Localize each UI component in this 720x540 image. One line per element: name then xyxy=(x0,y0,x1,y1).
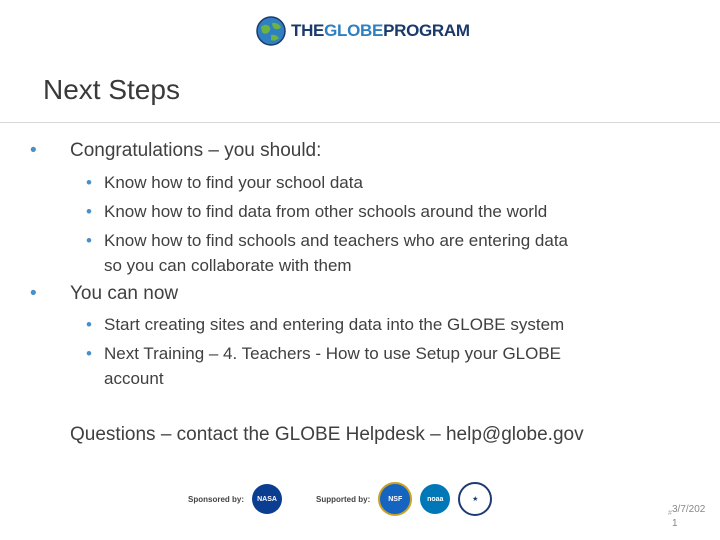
sub-bullet-text: Know how to find schools and teachers who are entering data xyxy=(104,231,569,250)
sub-bullet-continuation: account xyxy=(104,369,164,388)
footer-date-line1: 3/7/202 xyxy=(672,504,706,515)
sub-bullet-text: Know how to find data from other schools around the world xyxy=(104,202,548,221)
helpdesk-contact: Questions – contact the GLOBE Helpdesk – help@globe.gov xyxy=(70,424,584,445)
bullet-dot: • xyxy=(30,283,37,304)
sub-bullet-text: Next Training – 4. Teachers - How to use Setup your GLOBE xyxy=(104,344,562,363)
bullet-text: Congratulations – you should: xyxy=(70,140,322,161)
sub-bullet-text: Start creating sites and entering data into the GLOBE system xyxy=(104,315,565,334)
state-dept-seal-icon: ★ xyxy=(458,482,492,516)
sub-bullet-dot: • xyxy=(86,173,92,192)
logo-suffix: PROGRAM xyxy=(383,21,470,40)
bullet-text: You can now xyxy=(70,283,179,304)
footer-date xyxy=(672,503,717,531)
globe-program-logo xyxy=(255,14,470,48)
logo-brand: GLOBE xyxy=(324,21,384,40)
sub-bullet-text: Know how to find your school data xyxy=(104,173,363,192)
slide-title: Next Steps xyxy=(43,74,180,105)
sub-bullet-continuation: so you can collaborate with them xyxy=(104,256,352,275)
sub-bullet-dot: • xyxy=(86,202,92,221)
noaa-logo-icon: noaa xyxy=(420,484,450,514)
title-divider xyxy=(0,122,720,123)
sub-bullet-dot: • xyxy=(86,231,92,250)
bullet-dot: • xyxy=(30,140,37,161)
logo-prefix: THE xyxy=(291,21,325,40)
sponsored-by-label: Sponsored by: xyxy=(188,494,245,504)
slide-number: # xyxy=(668,510,672,517)
sub-bullet-dot: • xyxy=(86,315,92,334)
sponsor-bar xyxy=(188,482,492,516)
logo-text xyxy=(291,21,470,41)
nasa-logo-icon: NASA xyxy=(252,484,282,514)
sub-bullet-dot: • xyxy=(86,344,92,363)
supported-by-label: Supported by: xyxy=(316,494,371,504)
nsf-logo-icon: NSF xyxy=(378,482,412,516)
footer-date-line2: 1 xyxy=(672,518,678,529)
globe-icon xyxy=(255,15,287,47)
